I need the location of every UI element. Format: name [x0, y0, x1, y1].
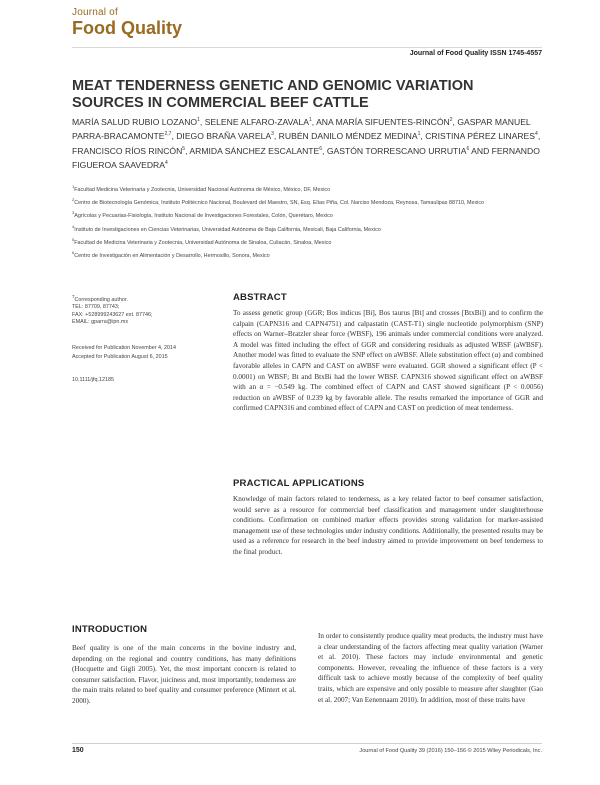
doi: 10.1111/jfq.12185: [72, 377, 114, 383]
footer-divider: [72, 743, 542, 744]
journal-logo-big: Food Quality: [72, 18, 182, 38]
author-list: [72, 114, 552, 172]
received-date: Received for Publication November 4, 2014: [72, 345, 176, 351]
author-name: MARÍA SALUD RUBIO LOZANO$^1$,: [72, 116, 205, 127]
author-name: FRANCISCO RÍOS RINCÓN$^5$,: [72, 145, 188, 156]
affiliation-item: $^3$Agrícolas y Pecuarias-Fisiología, Instituto Nacional de Investigaciones Forestales, Colón, Querétaro, Mexico: [72, 210, 333, 220]
author-name: CRISTINA PÉREZ LINARES$^4$,: [425, 131, 541, 142]
affiliation-item: $^5$Facultad de Medicina Veterinaria y Zootecnia, Universidad Autónoma de Sinaloa, Culiacán, Sinaloa, Mexico: [72, 236, 332, 246]
practical-applications-heading: PRACTICAL APPLICATIONS: [233, 478, 365, 489]
affiliation-item: $^2$Centro de Biotecnología Genómica, Instituto Politécnico Nacional, Boulevard del Maestro, SN, Esq. Elías Piña, Col. Narciso Mendoza, Reynosa, Tamaulipas 88710, Mexico: [72, 197, 485, 206]
header-divider: [72, 47, 542, 48]
accepted-date: Accepted for Publication August 6, 2015: [72, 354, 168, 361]
corresponding-label: $^7$Corresponding author.: [72, 294, 128, 303]
journal-logo: [72, 8, 182, 37]
author-name: DIEGO BRAÑA VARELA$^3$,: [176, 131, 277, 142]
introduction-text-right: In order to consistently produce quality meat products, the industry must have a clear understanding of the factors affecting meat quality variation (Warner et al. 2010). These factors may include environmental and genetic components. However, revealing the influence of these factors is a very difficult task to achieve mostly because of the complexity of beef quality traits, which are expensive and only possible to measure after slaughter (Gao et al. 2007; Van Eenennaam 2010). In addition, most of these traits have: [318, 632, 543, 704]
page-number: 150: [72, 747, 84, 754]
author-name: ANA MARÍA SIFUENTES-RINCÓN$^2$,: [316, 116, 455, 127]
corresponding-author: [72, 293, 212, 326]
corresponding-email: EMAIL: gparra@ipn.mx: [72, 319, 129, 326]
affiliation-item: $^6$Centro de Investigación en Alimentación y Desarrollo, Hermosillo, Sonora, Mexico: [72, 250, 270, 259]
article-title: MEAT TENDERNESS GENETIC AND GENOMIC VARIATION SOURCES IN COMMERCIAL BEEF CATTLE: [72, 78, 474, 111]
corresponding-tel: TEL: 87709, 87743;: [72, 304, 120, 311]
author-name: GASTÓN TORRESCANO URRUTIA$^6$ AND: [326, 145, 490, 156]
abstract-text: To assess genetic group (GGR; Bos indicus [Bi], Bos taurus [Bt] and crosses [BtxBi]) and to confirm the calpain (CAPN316 and CAPN4751) and calpastatin (CAST-T1) single nucleotide polymorphism (SNP) effects on Warner–Bratzler shear force (WBSF), 196 animals under commercial conditions were analyzed. A model was fitted including the effect of GGR and considering residuals as adjusted WBSF (aWBSF). Another model was fitted to evaluate the SNP effect on aWBSF. Allele substitution effect (α) and combined favorable alleles in CAPN and CAST on aWBSF were evaluated. GGR showed a significant effect (P < 0.0001) on WBSF; Bt and BtxBi had the lower WBSF. CAPN316 showed significant effect on aWBSF with an α = −0.549 kg. The combined effect of CAPN and CAST showed significant (P < 0.0056) reduction on aWBSF of 0.239 kg by favorable allele. The results remarked the importance of GGR and confirmed CAPN316 and combined effect of CAPN and CAST on prediction of meat tenderness.: [233, 309, 543, 413]
corresponding-fax: FAX: +528999243627 ext. 87746;: [72, 311, 153, 318]
journal-issn: Journal of Food Quality ISSN 1745-4557: [409, 50, 542, 57]
practical-applications-text: Knowledge of main factors related to tenderness, as a key related factor to beef consumer satisfaction, would serve as a resource for commercial beef classification and management under slaughterhouse conditions. Confirmation on combined marker effects provides strong validation for marker-assisted management use of these technologies under industry conditions. Additionally, the presented results may be used as a reference for research in the beef industry aimed to provide improvement on beef tenderness to the final product.: [233, 495, 543, 556]
abstract-heading: ABSTRACT: [233, 292, 287, 303]
affiliation-item: $^1$Facultad Medicina Veterinaria y Zootecnia, Universidad Nacional Autónoma de México, México, DF, Mexico: [72, 184, 331, 193]
author-name: ARMIDA SÁNCHEZ ESCALANTE$^6$,: [189, 145, 327, 156]
introduction-heading: INTRODUCTION: [72, 624, 148, 635]
introduction-text-left: Beef quality is one of the main concerns in the bovine industry and, depending on the regional and country conditions, has many definitions (Hocquette and Gigli 2005). Yet, the most important concern is related to consumer satisfaction. Flavor, juiciness and, most importantly, tenderness are the main traits related to beef quality and consumer preference (Mintert et al. 2000).: [72, 644, 296, 705]
footer-citation: Journal of Food Quality 39 (2016) 150–156 © 2015 Wiley Periodicals, Inc.: [359, 748, 542, 754]
author-name: RUBÉN DANILO MÉNDEZ MEDINA$^1$,: [278, 131, 426, 142]
publication-dates: [72, 344, 222, 363]
affiliation-item: $^4$Instituto de Investigaciones en Ciencias Veterinarias, Universidad Autónoma de Baja California, Mexicali, Baja California, Mexico: [72, 223, 381, 233]
journal-logo-small: Journal of: [72, 7, 118, 18]
author-name: GASPAR MANUEL PARRA-BRACAMONTE$^{2,7}$,: [72, 116, 531, 142]
author-name: FERNANDO FIGUEROA SAAVEDRA$^4$: [72, 145, 540, 171]
author-name: SELENE ALFARO-ZAVALA$^1$,: [204, 116, 317, 127]
affiliation-list: [72, 182, 542, 261]
